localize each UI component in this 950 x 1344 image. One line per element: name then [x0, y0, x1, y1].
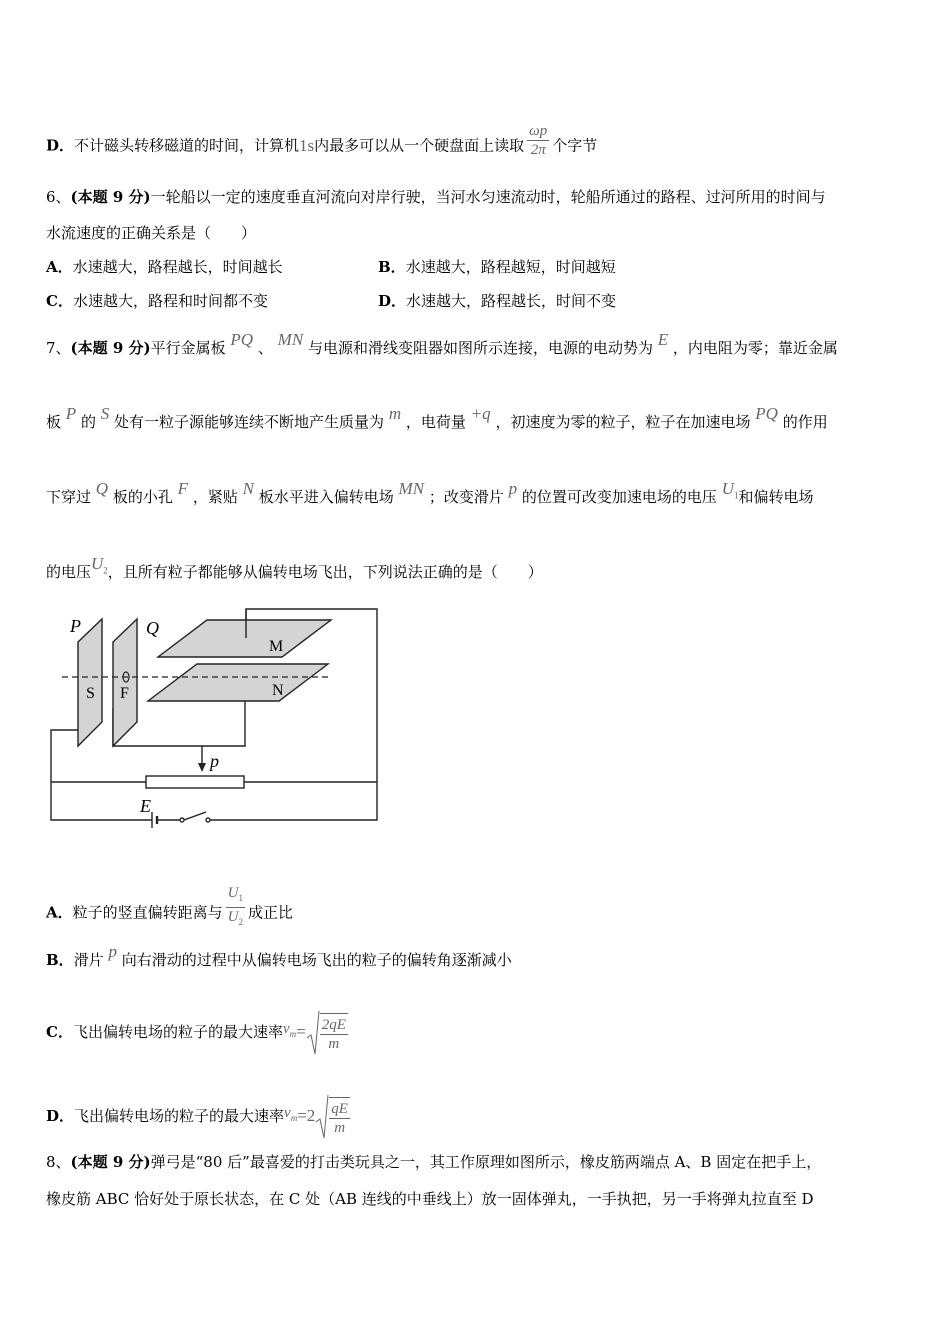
- symbol-u1: [721, 479, 739, 501]
- q7-number: 7、: [46, 339, 71, 357]
- plate-q: [113, 619, 137, 746]
- label-m: M: [269, 638, 284, 655]
- q7-text: 的位置可改变加速电场的电压: [521, 488, 717, 506]
- q7-text: 的电压: [46, 563, 92, 581]
- u2-subscript: 2: [103, 565, 108, 576]
- symbol-e: E: [657, 330, 669, 349]
- option-text: 向右滑动的过程中从偏转电场飞出的粒子的偏转角逐渐减小: [121, 951, 512, 969]
- symbol-p-slider: p: [508, 479, 518, 498]
- q7-text: 处有一粒子源能够连续不断地产生质量为: [114, 413, 385, 431]
- u1-subscript: 1: [733, 490, 739, 501]
- symbol-f: F: [177, 479, 189, 498]
- symbol-mn: MN: [277, 330, 304, 349]
- equals-sign: =: [296, 1022, 306, 1041]
- q6-score: (本题 9 分): [70, 188, 151, 206]
- v-letter: v: [284, 1105, 291, 1121]
- symbol-m: m: [388, 404, 402, 423]
- q7-stem-line3: [46, 479, 814, 513]
- switch-terminal: [180, 818, 184, 822]
- plate-n: [148, 664, 328, 701]
- q7-stem-line1: [46, 330, 838, 358]
- denominator-letter: U: [227, 909, 239, 925]
- q7-text: 板: [46, 413, 62, 431]
- q6-number: 6、: [46, 188, 71, 206]
- switch-terminal: [206, 818, 210, 822]
- q7-option-b[interactable]: [46, 942, 512, 970]
- symbol-q-plate: Q: [95, 479, 109, 498]
- sqrt-expression: [306, 1010, 348, 1056]
- plate-p: [78, 619, 102, 746]
- equals-two: =2: [297, 1106, 316, 1125]
- symbol-vm: [283, 1021, 296, 1037]
- fraction-numerator: ωp: [529, 123, 548, 139]
- q8-score: (本题 9 分): [70, 1153, 151, 1171]
- option-label: B．: [46, 951, 74, 969]
- q8-number: 8、: [46, 1153, 71, 1171]
- q6-stem-line2: [46, 223, 256, 243]
- q7-text: 板的小孔: [112, 488, 173, 506]
- symbol-n: N: [242, 479, 254, 498]
- q7-text: ，电荷量: [405, 413, 466, 431]
- q7-stem-line4: [46, 554, 543, 588]
- sqrt-expression: [315, 1094, 350, 1140]
- fraction: [320, 1013, 348, 1053]
- u2-letter: U: [91, 554, 104, 573]
- u1-letter: U: [721, 479, 734, 498]
- label-slider-p: p: [210, 751, 219, 771]
- option-text: 粒子的竖直偏转距离与: [72, 903, 223, 922]
- symbol-p-slider: p: [108, 942, 117, 961]
- label-p: P: [70, 616, 81, 636]
- time-value: 1s: [299, 135, 315, 155]
- rheostat: [146, 776, 244, 788]
- symbol-vm: [284, 1105, 297, 1121]
- option-text: 水速越大，路程和时间都不变: [72, 292, 268, 310]
- label-e: E: [140, 796, 151, 816]
- q7-text: 、: [257, 339, 273, 357]
- denominator-subscript: 2: [238, 917, 243, 927]
- option-text: 个字节: [552, 136, 598, 155]
- option-text: 不计磁头转移磁道的时间，计算机: [74, 136, 300, 155]
- q8-stem-line1: [46, 1152, 821, 1172]
- option-text: 水速越大，路程越短，时间越短: [405, 258, 616, 276]
- q8-stem-line2: [46, 1189, 814, 1209]
- q7-text: 板水平进入偏转电场: [258, 488, 394, 506]
- option-text: 内最多可以从一个硬盘面上读取: [314, 136, 525, 155]
- label-s: S: [86, 685, 95, 702]
- symbol-p: P: [65, 404, 77, 423]
- symbol-pq: PQ: [755, 404, 778, 423]
- fraction-numerator: qE: [331, 1101, 348, 1117]
- fraction-numerator: 2qE: [321, 1017, 346, 1033]
- q7-text: ；改变滑片: [428, 488, 504, 506]
- fraction-numerator: [226, 884, 245, 908]
- symbol-u2: [91, 554, 108, 576]
- fraction-denominator: 2π: [530, 142, 546, 158]
- q6-option-a[interactable]: [46, 257, 283, 277]
- option-text: 成正比: [248, 903, 294, 922]
- q7-stem-line2: [46, 404, 828, 432]
- option-text: 滑片: [73, 951, 104, 969]
- q6-option-c[interactable]: [46, 291, 268, 311]
- fraction-denominator: m: [328, 1036, 340, 1052]
- sqrt-sign-icon: [306, 1010, 320, 1056]
- q8-text: 弹弓是“80 后”最喜爱的打击类玩具之一，其工作原理如图所示，橡皮筋两端点 A、B 固定在把手上，: [150, 1153, 822, 1171]
- q7-text: ，初速度为零的粒子，粒子在加速电场: [495, 413, 751, 431]
- circuit-diagram: [40, 600, 390, 832]
- v-subscript: m: [290, 1113, 298, 1123]
- slider-arrow-icon: [198, 763, 206, 772]
- plate-m: [158, 620, 331, 657]
- q6-option-b[interactable]: [378, 257, 616, 277]
- option-text: 水速越大，路程越长，时间越长: [72, 258, 283, 276]
- q6-stem-line1: [46, 187, 826, 207]
- q7-text: ，紧贴: [192, 488, 238, 506]
- option-label: A．: [46, 258, 73, 276]
- q7-text: ，且所有粒子都能够从偏转电场飞出，下列说法正确的是（ ）: [107, 563, 543, 581]
- q7-option-d[interactable]: [46, 1094, 350, 1140]
- q7-text: 的作用: [782, 413, 828, 431]
- numerator-letter: U: [227, 885, 239, 901]
- v-subscript: m: [289, 1029, 297, 1039]
- q8-text: 橡皮筋 ABC 恰好处于原长状态，在 C 处（AB 连线的中垂线上）放一固体弹丸，一手执把，另一手将弹丸拉直至 D: [46, 1190, 814, 1208]
- symbol-pq: PQ: [230, 330, 254, 349]
- option-label: B．: [378, 258, 406, 276]
- q7-option-c[interactable]: [46, 1010, 348, 1056]
- option-label: D．: [46, 136, 75, 155]
- q7-option-a[interactable]: [46, 885, 294, 937]
- sqrt-sign-icon: [315, 1094, 329, 1140]
- q7-text: 平行金属板: [150, 339, 226, 357]
- label-f: F: [120, 685, 129, 702]
- q7-text: 和偏转电场: [738, 488, 814, 506]
- q7-text: ，内电阻为零；靠近金属: [672, 339, 838, 357]
- fraction-denominator: [226, 908, 245, 931]
- option-label: A．: [46, 903, 73, 922]
- option-label: C．: [46, 1023, 73, 1041]
- option-label: D．: [46, 1107, 75, 1125]
- v-letter: v: [282, 1021, 290, 1037]
- fraction-u1-u2: [226, 884, 245, 931]
- symbol-mn: MN: [398, 479, 425, 498]
- q6-text: 水流速度的正确关系是（ ）: [46, 224, 257, 242]
- option-label: C．: [46, 292, 73, 310]
- label-q: Q: [146, 618, 159, 638]
- symbol-q: +q: [470, 404, 491, 423]
- q6-text: 一轮船以一定的速度垂直河流向对岸行驶，当河水匀速流动时，轮船所通过的路程、过河所用的时间与: [150, 188, 826, 206]
- fraction-denominator: m: [334, 1120, 346, 1136]
- wire-p-left: [51, 730, 152, 820]
- switch-lever: [184, 812, 206, 820]
- fraction: [527, 122, 549, 159]
- q7-text: 下穿过: [46, 488, 92, 506]
- q7-text: 的: [80, 413, 96, 431]
- option-label: D．: [378, 292, 407, 310]
- option-text: 飞出偏转电场的粒子的最大速率: [72, 1023, 283, 1041]
- q6-option-d[interactable]: [378, 291, 616, 311]
- option-text: 飞出偏转电场的粒子的最大速率: [74, 1107, 285, 1125]
- option-d-line: [46, 123, 598, 165]
- label-n: N: [272, 682, 284, 699]
- fraction: [329, 1097, 350, 1137]
- q7-score: (本题 9 分): [70, 339, 151, 357]
- symbol-s: S: [100, 404, 110, 423]
- numerator-subscript: 1: [238, 893, 243, 903]
- option-text: 水速越大，路程越长，时间不变: [406, 292, 617, 310]
- q7-text: 与电源和滑线变阻器如图所示连接，电源的电动势为: [307, 339, 653, 357]
